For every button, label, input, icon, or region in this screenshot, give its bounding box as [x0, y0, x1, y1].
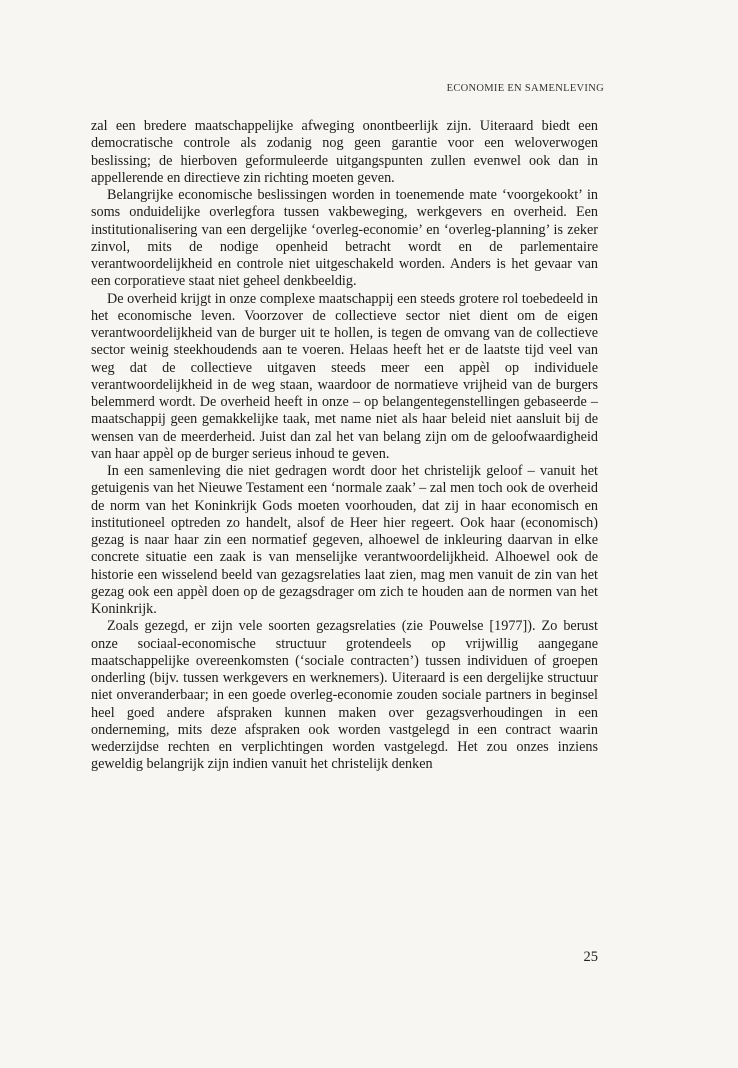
paragraph-2: Belangrijke economische beslissingen worden in toenemende mate ‘voorgekookt’ in soms onduidelijke overlegfora tussen vakbeweging, werkgevers en overheid. Een institutionalisering van een dergelijke ‘overleg-economie’ en ‘overleg-planning’ is zeker zinvol, mits de nodige openheid betracht wordt en de parlementaire verantwoordelijkheid en controle niet uitgeschakeld worden. Anders is het gevaar van een corporatieve staat niet geheel denkbeeldig. — [91, 187, 598, 290]
body-text — [91, 118, 598, 774]
paragraph-4: In een samenleving die niet gedragen wordt door het christelijk geloof – vanuit het getuigenis van het Nieuwe Testament een ‘normale zaak’ – zal men toch ook de overheid de norm van het Koninkrijk Gods moeten voorhouden, dat zij in haar economisch en institutioneel optreden zo handelt, alsof de Heer hier regeert. Ook haar (economisch) gezag is naar haar zin een normatief gegeven, alhoewel de inkleuring daarvan in elke concrete situatie een zaak is van menselijke verantwoordelijkheid. Alhoewel ook de historie een wisselend beeld van gezagsrelaties laat zien, mag men vanuit de zin van het gezag ook een appèl doen op de gezagsdrager om zich te houden aan de normen van het Koninkrijk. — [91, 463, 598, 617]
paragraph-5: Zoals gezegd, er zijn vele soorten gezagsrelaties (zie Pouwelse [1977]). Zo berust onze sociaal-economische structuur grotendeels op vrijwillig aangegane maatschappelijke overeenkomsten (‘sociale contracten’) tussen individuen of groepen onderling (bijv. tussen werkgevers en werknemers). Uiteraard is een dergelijke structuur niet onveranderbaar; in een goede overleg-economie zouden sociale partners in beginsel heel goed andere afspraken kunnen maken over gezagsverhoudingen in een onderneming, mits deze afspraken ook worden vastgelegd in een contract waarin wederzijdse rechten en verplichtingen worden vastgelegd. Het zou onzes inziens geweldig belangrijk zijn indien vanuit het christelijk denken — [91, 618, 598, 773]
page-number: 25 — [583, 949, 598, 965]
running-header: ECONOMIE EN SAMENLEVING — [446, 83, 604, 94]
paragraph-3: De overheid krijgt in onze complexe maatschappij een steeds grotere rol toebedeeld in het economische leven. Voorzover de collectieve sector niet dient om de eigen verantwoordelijkheid van de burger uit te hollen, is tegen de omvang van de collectieve sector weinig steekhoudends aan te voeren. Helaas heeft het er de laatste tijd veel van weg dat de collectieve uitgaven steeds meer een appèl op individuele verantwoordelijkheid in de weg staan, waardoor de normatieve vrijheid van de burgers belemmerd wordt. De overheid heeft in onze – op belangentegenstellingen gebaseerde – maatschappij geen gemakkelijke taak, met name niet als haar beleid niet aansluit bij de wensen van de meerderheid. Juist dan zal het van belang zijn om de geloofwaardigheid van haar appèl op de burger serieus inhoud te geven. — [91, 290, 598, 462]
paragraph-1: zal een bredere maatschappelijke afweging onontbeerlijk zijn. Uiteraard biedt een democratische controle als zodanig nog geen garantie voor een weloverwogen beslissing; de hierboven geformuleerde uitgangspunten zullen evenwel ook dan in appellerende en directieve zin richting moeten geven. — [91, 118, 598, 186]
